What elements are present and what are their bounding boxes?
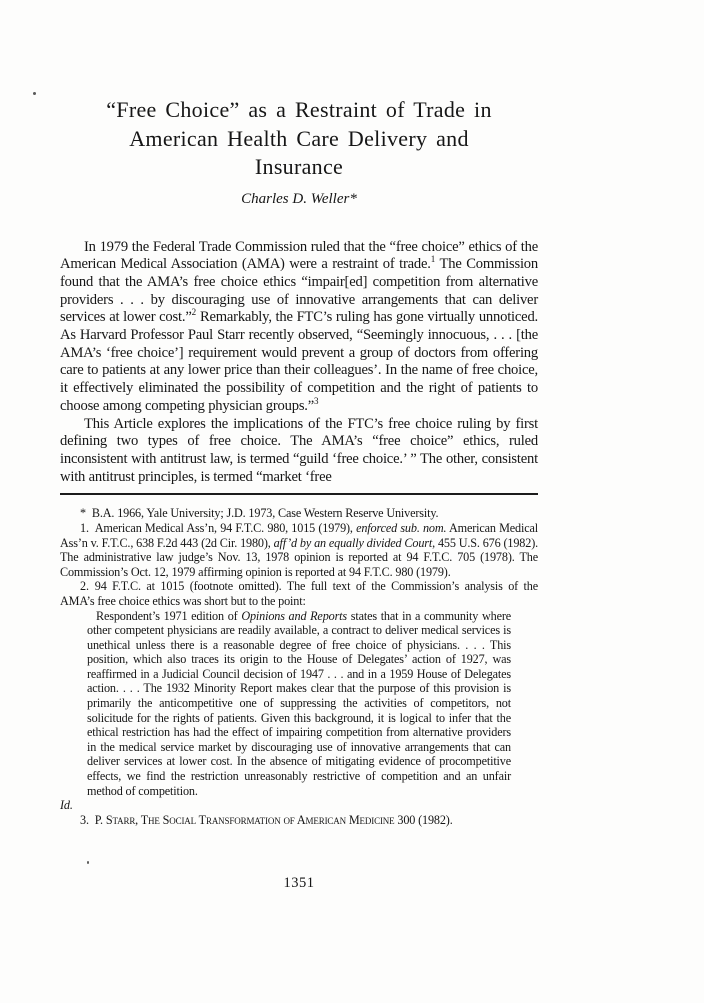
footnote-divider-rule <box>60 493 538 495</box>
article-title-line: “Free Choice” as a Restraint of Trade in <box>106 97 492 122</box>
article-title-line: American Health Care Delivery and <box>129 125 469 151</box>
footnote-2-blockquote: Respondent’s 1971 edition of Opinions and Reports states that in a community where other competent physicians are readily available, a contract to deliver medical services is unethical unless there is a reasonable degree of free choice of physicians. . . . This position, which also traces its origin to the House of Delegates’ action of 1927, was reaffirmed in a Judicial Council decision of 1947 . . . and in a 1959 House of Delegates action. . . . The 1932 Minority Report makes clear that the purpose of this provision is primarily the anticompetitive one of suppressing the activities of competitors, not solicitude for the rights of patients. Given this background, it is logical to infer that the ethical restriction has had the effect of impairing competition from alternative providers in the medical service market by discouraging use of innovative arrangements that can deliver services at lower cost. In the absence of mitigating evidence of procompetitive effects, we find the restriction unreasonably restrictive of competition and an unfair method of competition. <box>87 608 512 798</box>
author-byline: Charles D. Weller* <box>241 190 357 207</box>
article-title-line: Insurance <box>254 154 344 179</box>
footnotes-section <box>60 506 538 827</box>
footnote-star: * B.A. 1966, Yale University; J.D. 1973, Case Western Reserve University. <box>80 506 439 521</box>
body-paragraph: This Article explores the implications of the FTC’s free choice ruling by first defining two types of free choice. The AMA’s “free choice” ethics, ruled inconsistent with antitrust law, is termed “guild ‘free choice.’ ” The other, consistent with antitrust principles, is termed “market ‘free <box>60 415 538 485</box>
scan-speck <box>33 92 36 95</box>
footnote-2-intro: 2. 94 F.T.C. at 1015 (footnote omitted). The full text of the Commission’s analysis of the AMA’s free choice ethics was short but to the point: <box>60 579 538 608</box>
article-body <box>60 239 538 487</box>
page-content-column <box>60 0 538 827</box>
footnote-2-id-citation: Id. <box>60 798 73 813</box>
page-number: 1351 <box>283 875 315 891</box>
footnote-3: 3. P. Starr, The Social Transformation of American Medicine 300 (1982). <box>80 812 453 827</box>
scan-speck <box>87 861 89 864</box>
article-title <box>60 96 538 182</box>
footnote-1: 1. American Medical Ass’n, 94 F.T.C. 980, 1015 (1979), enforced sub. nom. American Medical Ass’n v. F.T.C., 638 F.2d 443 (2d Cir. 1980), aff’d by an equally divided Court, 455 U.S. 676 (1982). The administrative law judge’s Nov. 13, 1978 opinion is reported at 94 F.T.C. 705 (1978). The Commission’s Oct. 12, 1979 affirming opinion is reported at 94 F.T.C. 980 (1979). <box>60 520 538 579</box>
body-paragraph: In 1979 the Federal Trade Commission ruled that the “free choice” ethics of the American Medical Association (AMA) were a restraint of trade.$^1$ The Commission found that the AMA’s free choice ethics “impair[ed] competition from alternative providers . . . by discouraging use of innovative arrangements that can deliver services at lower cost.”$^2$ Remarkably, the FTC’s ruling has gone virtually unnoticed. As Harvard Professor Paul Starr recently observed, “Seemingly innocuous, . . . [the AMA’s ‘free choice’] requirement would prevent a group of doctors from offering care to patients at any lower price than their colleagues’. In the name of free choice, it effectively eliminated the possibility of competition and the right of patients to choose among competing physician groups.”$^3$ <box>60 238 539 414</box>
